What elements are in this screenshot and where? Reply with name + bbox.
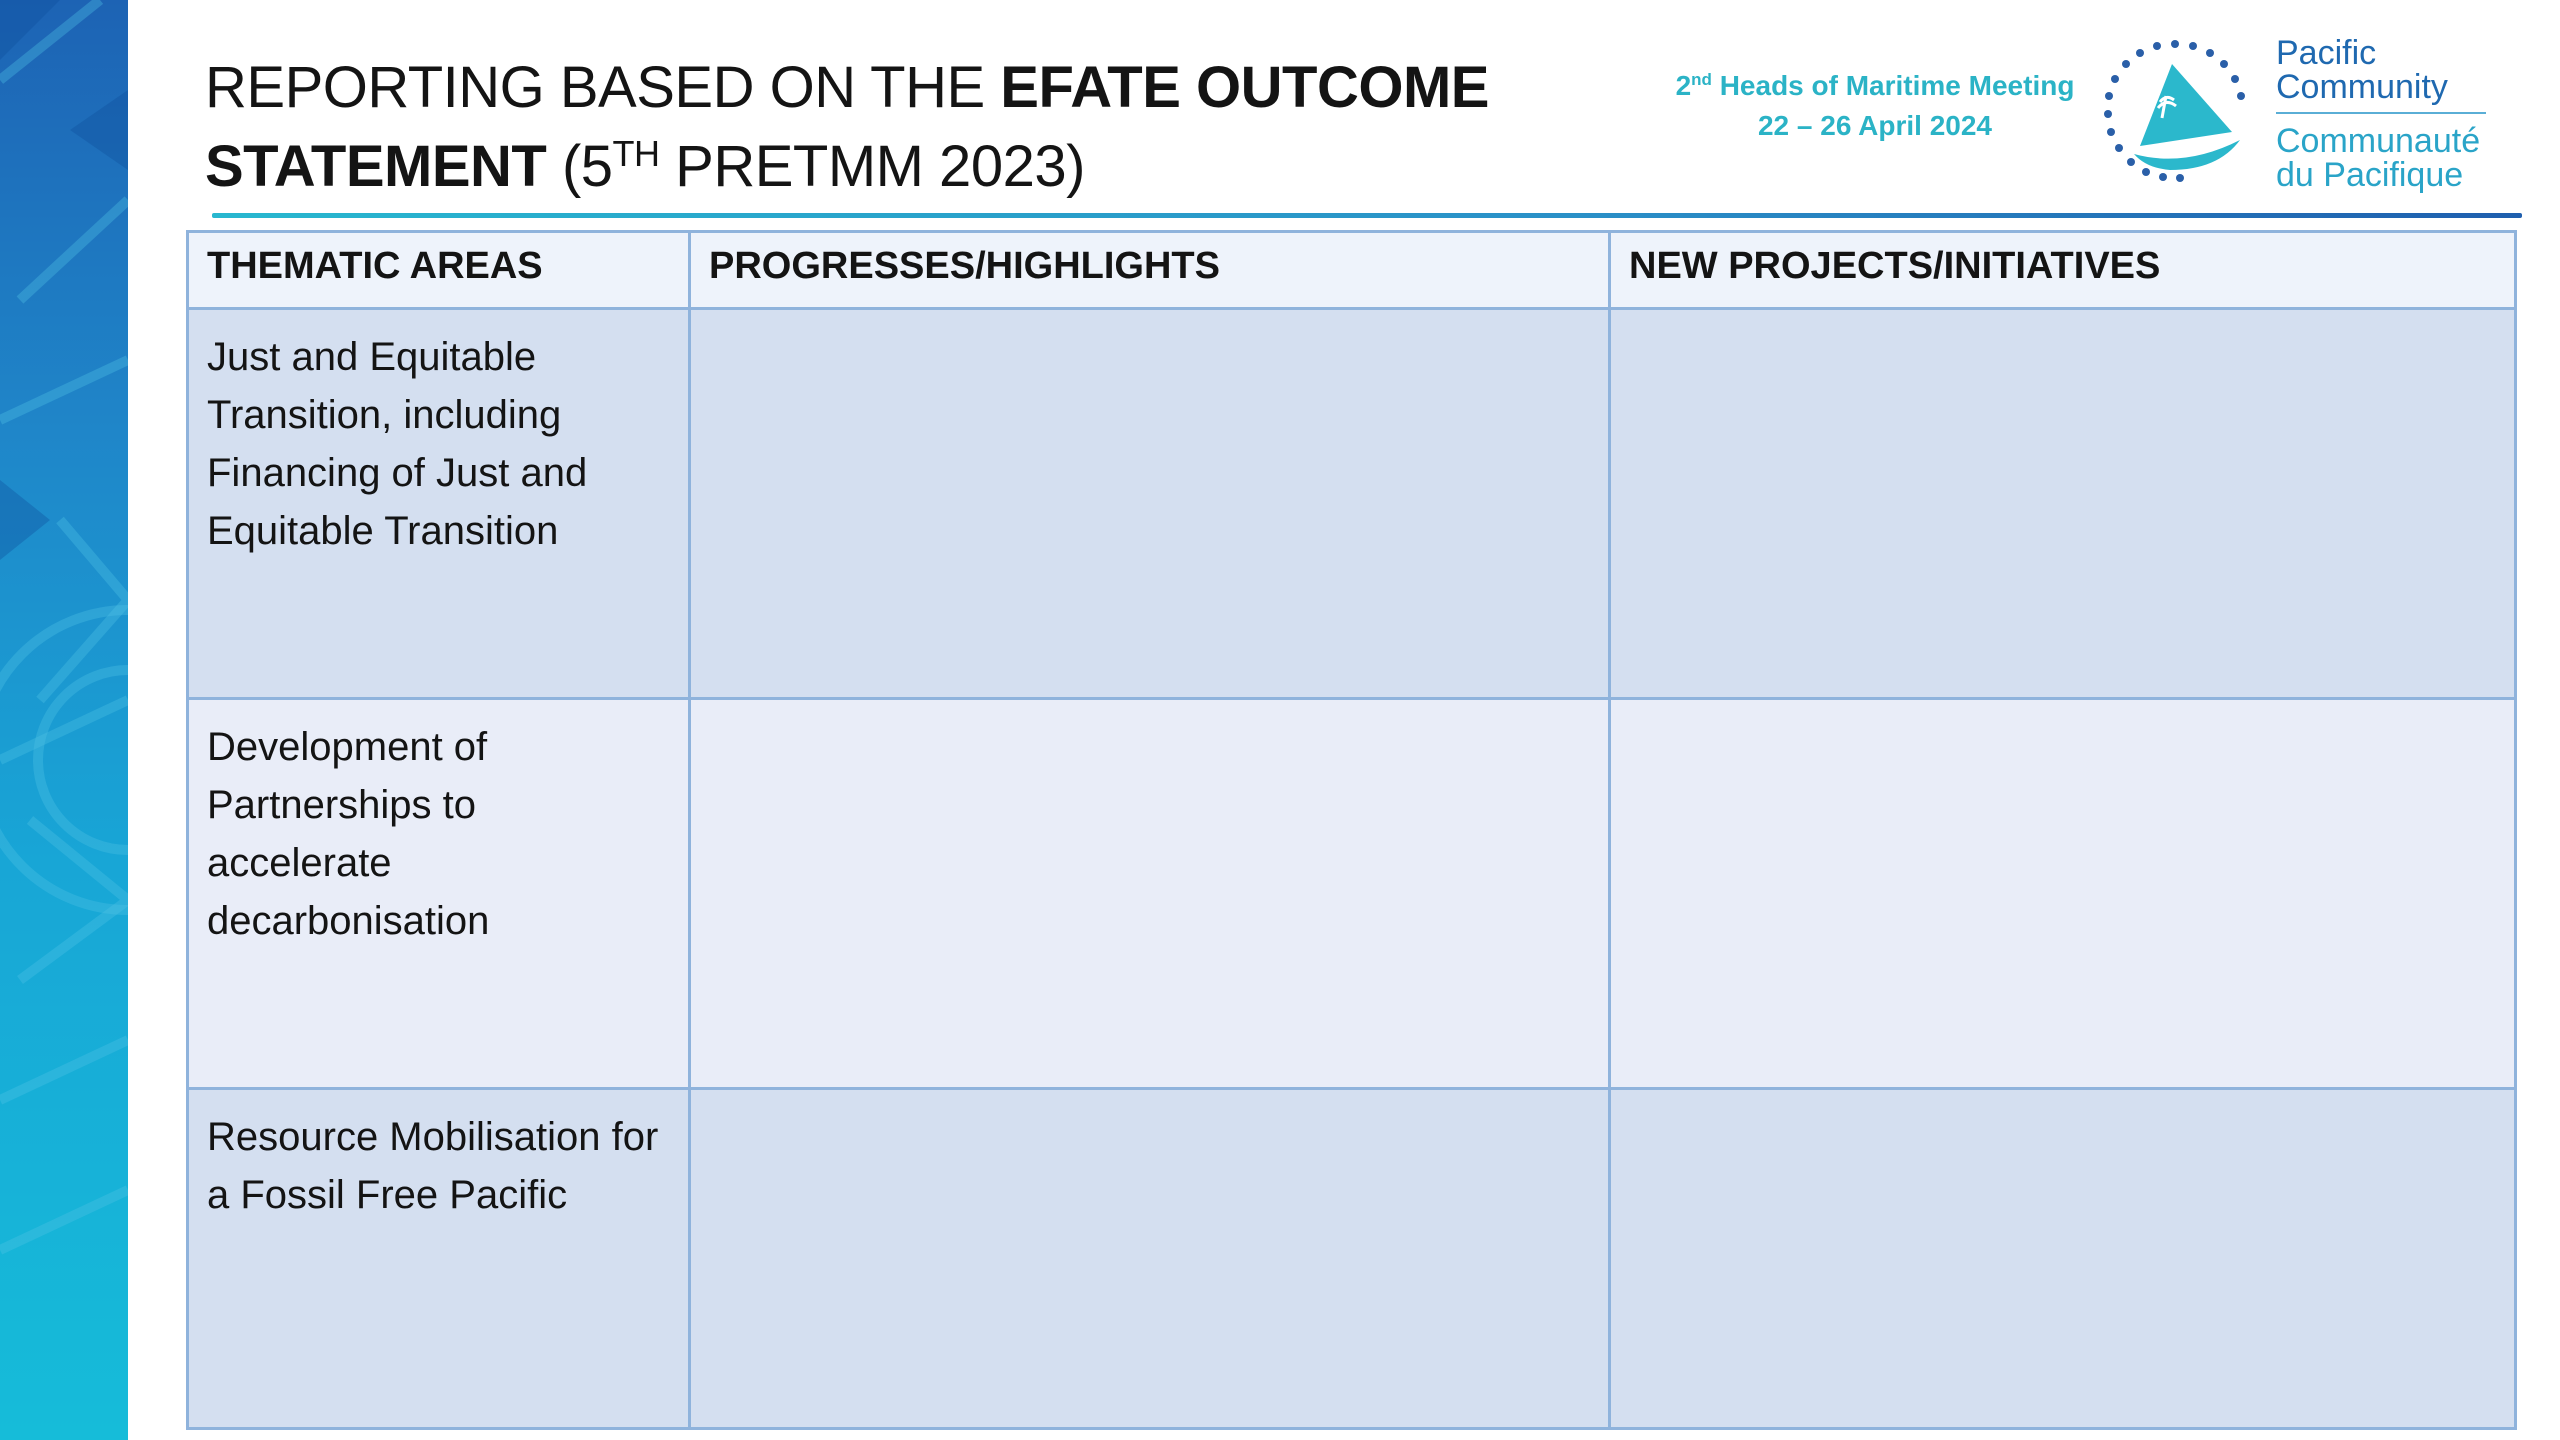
progress-cell[interactable] [690,1089,1610,1429]
thematic-area-cell: Resource Mobilisation for a Fossil Free Pacific [188,1089,690,1429]
table-row [188,309,2516,699]
org-name-fr-line1: Communauté [2276,122,2481,160]
decorative-left-band [0,0,128,1440]
title-bold-text: STATEMENT [205,134,547,199]
header-thematic-areas: THEMATIC AREAS [188,232,690,309]
org-name-fr-line2: du Pacifique [2276,156,2464,194]
initiatives-cell[interactable] [1610,699,2516,1089]
title-text: REPORTING BASED ON THE [205,55,1001,120]
org-name-en-line1: Pacific [2276,34,2377,72]
meeting-dates: 22 – 26 April 2024 [1757,110,1992,141]
progress-cell[interactable] [690,699,1610,1089]
header-progresses-highlights: PROGRESSES/HIGHLIGHTS [690,232,1610,309]
title-underline [212,213,2522,218]
table-row [188,1089,2516,1429]
reporting-table [186,230,2517,1430]
pattern-icon [0,0,128,1440]
thematic-area-cell: Development of Partnerships to accelerate decarbonisation [188,699,690,1089]
meeting-title: Heads of Maritime Meeting [1711,70,2075,101]
title-superscript: TH [612,133,660,174]
title-text: PRETMM 2023) [659,134,1085,199]
org-name-en-line2: Community [2276,68,2448,106]
table-row [188,699,2516,1089]
table-header-row [188,232,2516,309]
progress-cell[interactable] [690,309,1610,699]
organization-name [2276,36,2516,192]
thematic-area-cell: Just and Equitable Transition, including Financing of Just and Equitable Transition [188,309,690,699]
title-bold-text: EFATE OUTCOME [1000,55,1489,120]
org-name-divider [2276,112,2486,114]
slide-title [205,48,1505,206]
meeting-info [1650,66,2100,146]
title-text: (5 [546,134,613,199]
header-new-projects-initiatives: NEW PROJECTS/INITIATIVES [1610,232,2516,309]
meeting-ordinal: 2 [1675,70,1692,101]
meeting-ordinal-suffix: nd [1691,70,1712,89]
initiatives-cell[interactable] [1610,1089,2516,1429]
initiatives-cell[interactable] [1610,309,2516,699]
meeting-name [1650,66,2100,106]
pacific-community-logo-icon [2100,36,2250,186]
